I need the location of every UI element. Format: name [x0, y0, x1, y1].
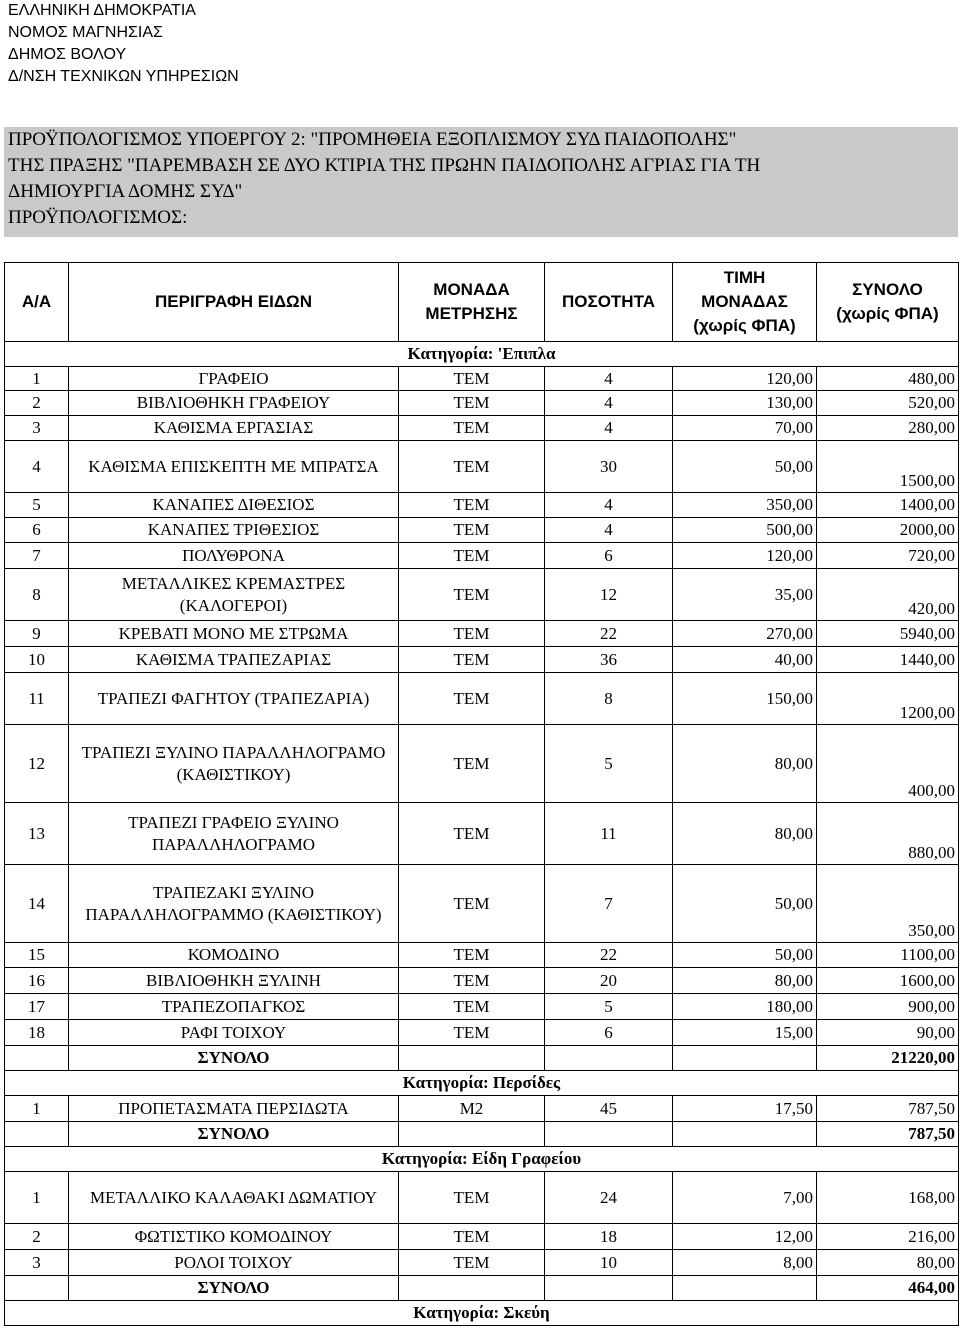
cell-unit: ΤΕΜ [399, 543, 545, 569]
table-row [5, 943, 959, 968]
cell-unit: ΤΕΜ [399, 518, 545, 543]
empty-cell [673, 1276, 817, 1301]
cell-total: 720,00 [817, 543, 959, 569]
cell-aa: 13 [5, 803, 69, 865]
cell-total: 1440,00 [817, 647, 959, 673]
table-row [5, 968, 959, 994]
cell-total: 2000,00 [817, 518, 959, 543]
cell-quantity: 4 [545, 416, 673, 441]
cell-unit: ΤΕΜ [399, 994, 545, 1020]
cell-total: 80,00 [817, 1250, 959, 1276]
table-row [5, 391, 959, 416]
table-row [5, 673, 959, 725]
cell-aa: 3 [5, 416, 69, 441]
cell-description: ΜΕΤΑΛΛΙΚΕΣ ΚΡΕΜΑΣΤΡΕΣ (ΚΑΛΟΓΕΡΟΙ) [69, 569, 399, 621]
table-row [5, 493, 959, 518]
cell-total: 168,00 [817, 1172, 959, 1224]
cell-aa: 9 [5, 621, 69, 647]
cell-description: ΜΕΤΑΛΛΙΚΟ ΚΑΛΑΘΑΚΙ ΔΩΜΑΤΙΟΥ [69, 1172, 399, 1224]
table-body [5, 342, 959, 1326]
col-header-quantity: ΠΟΣΟΤΗΤΑ [545, 263, 673, 342]
header-line: ΕΛΛΗΝΙΚΗ ΔΗΜΟΚΡΑΤΙΑ [8, 2, 196, 19]
cell-unit-price: 7,00 [673, 1172, 817, 1224]
table-row [5, 1250, 959, 1276]
cell-quantity: 20 [545, 968, 673, 994]
cell-description: ΒΙΒΛΙΟΘΗΚΗ ΞΥΛΙΝΗ [69, 968, 399, 994]
empty-cell [673, 1122, 817, 1147]
cell-total: 1500,00 [817, 441, 959, 493]
cell-description: ΦΩΤΙΣΤΙΚΟ ΚΟΜΟΔΙΝΟΥ [69, 1224, 399, 1250]
cell-description: ΚΑΘΙΣΜΑ ΤΡΑΠΕΖΑΡΙΑΣ [69, 647, 399, 673]
cell-unit: ΤΕΜ [399, 803, 545, 865]
cell-unit: Μ2 [399, 1096, 545, 1122]
cell-unit: ΤΕΜ [399, 943, 545, 968]
cell-quantity: 12 [545, 569, 673, 621]
title-line: ΠΡΟΫΠΟΛΟΓΙΣΜΟΣ ΥΠΟΕΡΓΟΥ 2: "ΠΡΟΜΗΘΕΙΑ ΕΞΟΠΛΙΣΜΟΥ ΣΥΔ ΠΑΙΔΟΠΟΛΗΣ" [8, 129, 737, 150]
cell-aa: 4 [5, 441, 69, 493]
cell-unit-price: 50,00 [673, 865, 817, 943]
cell-unit-price: 180,00 [673, 994, 817, 1020]
budget-title-block [4, 127, 958, 237]
cell-unit: ΤΕΜ [399, 1224, 545, 1250]
cell-quantity: 5 [545, 994, 673, 1020]
subtotal-row [5, 1276, 959, 1301]
col-header-description: ΠΕΡΙΓΡΑΦΗ ΕΙΔΩΝ [69, 263, 399, 342]
category-row [5, 1301, 959, 1326]
cell-description: ΡΟΛΟΙ ΤΟΙΧΟΥ [69, 1250, 399, 1276]
empty-cell [399, 1276, 545, 1301]
cell-quantity: 4 [545, 493, 673, 518]
header-line: ΔΗΜΟΣ ΒΟΛΟΥ [8, 46, 127, 63]
cell-unit-price: 120,00 [673, 367, 817, 391]
cell-unit: ΤΕΜ [399, 367, 545, 391]
title-line: ΠΡΟΫΠΟΛΟΓΙΣΜΟΣ: [8, 207, 188, 228]
table-row [5, 647, 959, 673]
cell-quantity: 22 [545, 943, 673, 968]
cell-description: ΚΟΜΟΔΙΝΟ [69, 943, 399, 968]
cell-total: 900,00 [817, 994, 959, 1020]
cell-aa: 18 [5, 1020, 69, 1046]
empty-cell [5, 1046, 69, 1071]
cell-quantity: 10 [545, 1250, 673, 1276]
cell-aa: 3 [5, 1250, 69, 1276]
table-row [5, 803, 959, 865]
cell-quantity: 22 [545, 621, 673, 647]
cell-unit-price: 80,00 [673, 968, 817, 994]
cell-unit-price: 500,00 [673, 518, 817, 543]
cell-quantity: 18 [545, 1224, 673, 1250]
cell-unit: ΤΕΜ [399, 673, 545, 725]
table-row [5, 1224, 959, 1250]
cell-unit-price: 8,00 [673, 1250, 817, 1276]
cell-description: ΚΑΘΙΣΜΑ ΕΠΙΣΚΕΠΤΗ ΜΕ ΜΠΡΑΤΣΑ [69, 441, 399, 493]
cell-unit: ΤΕΜ [399, 1020, 545, 1046]
cell-quantity: 7 [545, 865, 673, 943]
subtotal-label: ΣΥΝΟΛΟ [69, 1046, 399, 1071]
cell-aa: 12 [5, 725, 69, 803]
cell-unit: ΤΕΜ [399, 865, 545, 943]
cell-unit: ΤΕΜ [399, 441, 545, 493]
cell-total: 480,00 [817, 367, 959, 391]
table-row [5, 621, 959, 647]
cell-total: 1100,00 [817, 943, 959, 968]
cell-unit-price: 70,00 [673, 416, 817, 441]
cell-total: 880,00 [817, 803, 959, 865]
table-row [5, 518, 959, 543]
category-label: Κατηγορία: Σκεύη [5, 1301, 959, 1326]
empty-cell [673, 1046, 817, 1071]
cell-unit: ΤΕΜ [399, 416, 545, 441]
table-row [5, 441, 959, 493]
cell-unit: ΤΕΜ [399, 493, 545, 518]
table-row [5, 1172, 959, 1224]
cell-unit: ΤΕΜ [399, 1172, 545, 1224]
cell-aa: 8 [5, 569, 69, 621]
cell-unit-price: 80,00 [673, 725, 817, 803]
cell-unit-price: 80,00 [673, 803, 817, 865]
table-row [5, 569, 959, 621]
cell-description: ΚΡΕΒΑΤΙ ΜΟΝΟ ΜΕ ΣΤΡΩΜΑ [69, 621, 399, 647]
cell-aa: 5 [5, 493, 69, 518]
cell-aa: 2 [5, 1224, 69, 1250]
category-label: Κατηγορία: 'Επιπλα [5, 342, 959, 367]
cell-aa: 15 [5, 943, 69, 968]
subtotal-row [5, 1122, 959, 1147]
cell-unit-price: 12,00 [673, 1224, 817, 1250]
col-header-aa: Α/Α [5, 263, 69, 342]
cell-unit-price: 50,00 [673, 943, 817, 968]
cell-description: ΒΙΒΛΙΟΘΗΚΗ ΓΡΑΦΕΙΟΥ [69, 391, 399, 416]
cell-total: 216,00 [817, 1224, 959, 1250]
cell-aa: 1 [5, 1172, 69, 1224]
table-row [5, 994, 959, 1020]
cell-unit-price: 350,00 [673, 493, 817, 518]
cell-description: ΓΡΑΦΕΙΟ [69, 367, 399, 391]
cell-aa: 10 [5, 647, 69, 673]
col-header-total: ΣΥΝΟΛΟ (χωρίς ΦΠΑ) [817, 263, 959, 342]
cell-quantity: 6 [545, 1020, 673, 1046]
cell-unit: ΤΕΜ [399, 621, 545, 647]
cell-unit-price: 130,00 [673, 391, 817, 416]
cell-aa: 1 [5, 1096, 69, 1122]
cell-total: 1400,00 [817, 493, 959, 518]
cell-unit: ΤΕΜ [399, 569, 545, 621]
table-row [5, 416, 959, 441]
cell-unit-price: 50,00 [673, 441, 817, 493]
cell-unit-price: 35,00 [673, 569, 817, 621]
header-line: ΝΟΜΟΣ ΜΑΓΝΗΣΙΑΣ [8, 24, 163, 41]
table-header-row [5, 263, 959, 342]
cell-aa: 1 [5, 367, 69, 391]
cell-total: 350,00 [817, 865, 959, 943]
cell-unit-price: 17,50 [673, 1096, 817, 1122]
cell-unit: ΤΕΜ [399, 725, 545, 803]
table-row [5, 1096, 959, 1122]
category-row [5, 1147, 959, 1172]
empty-cell [399, 1122, 545, 1147]
col-header-unit: ΜΟΝΑΔΑ ΜΕΤΡΗΣΗΣ [399, 263, 545, 342]
cell-description: ΤΡΑΠΕΖΙ ΓΡΑΦΕΙΟ ΞΥΛΙΝΟ ΠΑΡΑΛΛΗΛΟΓΡΑΜΟ [69, 803, 399, 865]
cell-total: 5940,00 [817, 621, 959, 647]
cell-quantity: 5 [545, 725, 673, 803]
cell-description: ΡΑΦΙ ΤΟΙΧΟΥ [69, 1020, 399, 1046]
category-label: Κατηγορία: Περσίδες [5, 1071, 959, 1096]
cell-total: 400,00 [817, 725, 959, 803]
empty-cell [545, 1046, 673, 1071]
cell-aa: 11 [5, 673, 69, 725]
cell-description: ΤΡΑΠΕΖΟΠΑΓΚΟΣ [69, 994, 399, 1020]
cell-description: ΤΡΑΠΕΖΙ ΞΥΛΙΝΟ ΠΑΡΑΛΛΗΛΟΓΡΑΜΟ (ΚΑΘΙΣΤΙΚΟΥ) [69, 725, 399, 803]
cell-unit: ΤΕΜ [399, 1250, 545, 1276]
cell-quantity: 24 [545, 1172, 673, 1224]
cell-description: ΚΑΘΙΣΜΑ ΕΡΓΑΣΙΑΣ [69, 416, 399, 441]
cell-description: ΚΑΝΑΠΕΣ ΔΙΘΕΣΙΟΣ [69, 493, 399, 518]
subtotal-label: ΣΥΝΟΛΟ [69, 1122, 399, 1147]
empty-cell [5, 1122, 69, 1147]
cell-quantity: 6 [545, 543, 673, 569]
cell-quantity: 45 [545, 1096, 673, 1122]
cell-total: 280,00 [817, 416, 959, 441]
cell-description: ΠΡΟΠΕΤΑΣΜΑΤΑ ΠΕΡΣΙΔΩΤΑ [69, 1096, 399, 1122]
cell-description: ΤΡΑΠΕΖΙ ΦΑΓΗΤΟΥ (ΤΡΑΠΕΖΑΡΙΑ) [69, 673, 399, 725]
cell-total: 1600,00 [817, 968, 959, 994]
table-row [5, 725, 959, 803]
cell-quantity: 4 [545, 518, 673, 543]
empty-cell [545, 1276, 673, 1301]
empty-cell [5, 1276, 69, 1301]
cell-total: 787,50 [817, 1096, 959, 1122]
cell-description: ΤΡΑΠΕΖΑΚΙ ΞΥΛΙΝΟ ΠΑΡΑΛΛΗΛΟΓΡΑΜΜΟ (ΚΑΘΙΣΤΙΚΟΥ) [69, 865, 399, 943]
title-line: ΔΗΜΙΟΥΡΓΙΑ ΔΟΜΗΣ ΣΥΔ" [8, 181, 243, 202]
cell-quantity: 4 [545, 391, 673, 416]
cell-quantity: 11 [545, 803, 673, 865]
cell-aa: 7 [5, 543, 69, 569]
authority-header [8, 0, 239, 88]
cell-aa: 2 [5, 391, 69, 416]
empty-cell [399, 1046, 545, 1071]
category-row [5, 342, 959, 367]
cell-unit-price: 270,00 [673, 621, 817, 647]
cell-unit-price: 40,00 [673, 647, 817, 673]
cell-aa: 6 [5, 518, 69, 543]
cell-total: 420,00 [817, 569, 959, 621]
table-row [5, 865, 959, 943]
cell-unit-price: 15,00 [673, 1020, 817, 1046]
category-row [5, 1071, 959, 1096]
cell-unit-price: 120,00 [673, 543, 817, 569]
col-header-unit-price: ΤΙΜΗ ΜΟΝΑΔΑΣ (χωρίς ΦΠΑ) [673, 263, 817, 342]
cell-quantity: 30 [545, 441, 673, 493]
subtotal-value: 21220,00 [817, 1046, 959, 1071]
cell-total: 520,00 [817, 391, 959, 416]
cell-unit-price: 150,00 [673, 673, 817, 725]
cell-total: 90,00 [817, 1020, 959, 1046]
cell-aa: 14 [5, 865, 69, 943]
cell-unit: ΤΕΜ [399, 647, 545, 673]
table-row [5, 367, 959, 391]
subtotal-value: 464,00 [817, 1276, 959, 1301]
cell-total: 1200,00 [817, 673, 959, 725]
table-row [5, 1020, 959, 1046]
cell-description: ΚΑΝΑΠΕΣ ΤΡΙΘΕΣΙΟΣ [69, 518, 399, 543]
title-line: ΤΗΣ ΠΡΑΞΗΣ "ΠΑΡΕΜΒΑΣΗ ΣΕ ΔΥΟ ΚΤΙΡΙΑ ΤΗΣ ΠΡΩΗΝ ΠΑΙΔΟΠΟΛΗΣ ΑΓΡΙΑΣ ΓΙΑ ΤΗ [8, 155, 761, 176]
header-line: Δ/ΝΣΗ ΤΕΧΝΙΚΩΝ ΥΠΗΡΕΣΙΩΝ [8, 68, 239, 85]
subtotal-row [5, 1046, 959, 1071]
cell-quantity: 36 [545, 647, 673, 673]
budget-table [4, 262, 959, 1326]
table-row [5, 543, 959, 569]
cell-aa: 17 [5, 994, 69, 1020]
empty-cell [545, 1122, 673, 1147]
cell-unit: ΤΕΜ [399, 391, 545, 416]
cell-quantity: 8 [545, 673, 673, 725]
subtotal-value: 787,50 [817, 1122, 959, 1147]
category-label: Κατηγορία: Είδη Γραφείου [5, 1147, 959, 1172]
cell-quantity: 4 [545, 367, 673, 391]
cell-unit: ΤΕΜ [399, 968, 545, 994]
cell-description: ΠΟΛΥΘΡΟΝΑ [69, 543, 399, 569]
cell-aa: 16 [5, 968, 69, 994]
subtotal-label: ΣΥΝΟΛΟ [69, 1276, 399, 1301]
